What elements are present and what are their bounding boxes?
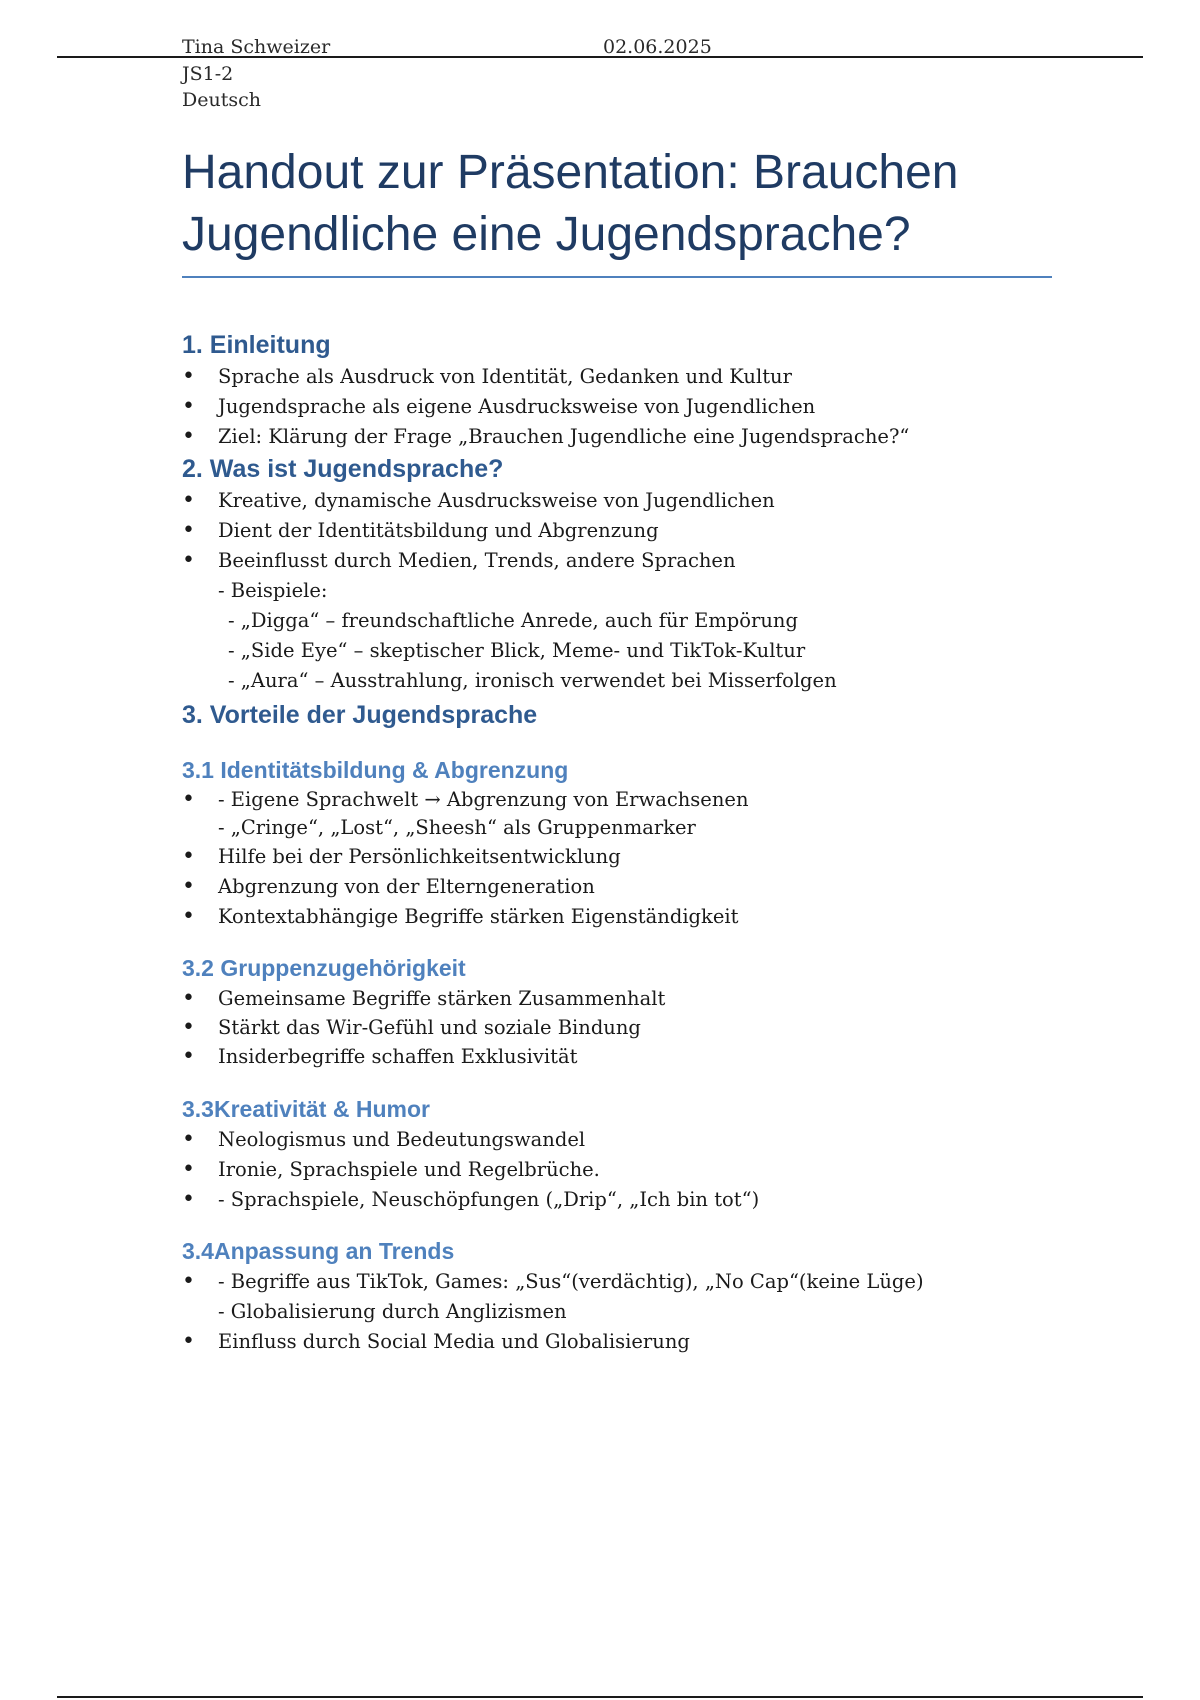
example-item: - „Digga“ – freundschaftliche Anrede, auch für Empörung — [228, 609, 798, 632]
example-item: - „Aura“ – Ausstrahlung, ironisch verwendet bei Misserfolgen — [228, 669, 837, 692]
list-item — [182, 1267, 1052, 1327]
list-item: • Einfluss durch Social Media und Globalisierung — [182, 1327, 1052, 1357]
list-item: • Hilfe bei der Persönlichkeitsentwicklung — [182, 842, 1052, 872]
footer-rule — [57, 1696, 1143, 1698]
list-item: • Beeinflusst durch Medien, Trends, andere Sprachen — [182, 546, 1052, 576]
list-item — [182, 786, 1052, 842]
list-item: • Dient der Identitätsbildung und Abgrenzung — [182, 516, 1052, 546]
list-item: • Stärkt das Wir-Gefühl und soziale Bindung — [182, 1013, 1052, 1042]
identity-list — [182, 786, 1052, 932]
list-item-line: • - Begriffe aus TikTok, Games: „Sus“(verdächtig), „No Cap“(keine Lüge) — [218, 1270, 924, 1293]
section-heading-introduction: 1. Einleitung — [182, 331, 331, 359]
list-item: • Gemeinsame Begriffe stärken Zusammenhalt — [182, 984, 1052, 1013]
example-item: - „Side Eye“ – skeptischer Blick, Meme- und TikTok-Kultur — [228, 639, 806, 662]
subsection-heading-trends: 3.4Anpassung an Trends — [182, 1238, 455, 1264]
subject-label: Deutsch — [182, 89, 261, 111]
document-title: Handout zur Präsentation: Brauchen Jugendliche eine Jugendsprache? — [182, 142, 1052, 278]
group-list — [182, 984, 1052, 1071]
list-item: • Kontextabhängige Begriffe stärken Eigenständigkeit — [182, 902, 1052, 932]
list-item: • Ziel: Klärung der Frage „Brauchen Jugendliche eine Jugendsprache?“ — [182, 422, 1052, 452]
trends-list — [182, 1267, 1052, 1357]
list-item-line: - „Cringe“, „Lost“, „Sheesh“ als Gruppenmarker — [218, 816, 696, 839]
section-heading-advantages: 3. Vorteile der Jugendsprache — [182, 701, 538, 729]
list-item: • Neologismus und Bedeutungswandel — [182, 1125, 1052, 1155]
creativity-list — [182, 1125, 1052, 1215]
definition-list — [182, 486, 1052, 576]
handout-body — [182, 142, 1052, 1357]
list-item: • Sprache als Ausdruck von Identität, Gedanken und Kultur — [182, 362, 1052, 392]
introduction-list — [182, 362, 1052, 452]
list-item: • Abgrenzung von der Elterngeneration — [182, 872, 1052, 902]
list-item-line: - Globalisierung durch Anglizismen — [218, 1300, 567, 1323]
subsection-heading-identity: 3.1 Identitätsbildung & Abgrenzung — [182, 757, 569, 783]
section-heading-definition: 2. Was ist Jugendsprache? — [182, 455, 504, 483]
document-date: 02.06.2025 — [603, 36, 712, 58]
list-item: • Jugendsprache als eigene Ausdrucksweise von Jugendlichen — [182, 392, 1052, 422]
subsection-heading-group: 3.2 Gruppenzugehörigkeit — [182, 955, 466, 981]
class-label: JS1-2 — [182, 63, 234, 85]
list-item-line: • - Eigene Sprachwelt → Abgrenzung von Erwachsenen — [218, 788, 749, 811]
list-item: • Ironie, Sprachspiele und Regelbrüche. — [182, 1155, 1052, 1185]
list-item: • Kreative, dynamische Ausdrucksweise von Jugendlichen — [182, 486, 1052, 516]
examples-label: - Beispiele: — [218, 579, 328, 602]
list-item: • Insiderbegriffe schaffen Exklusivität — [182, 1042, 1052, 1071]
list-item: • - Sprachspiele, Neuschöpfungen („Drip“, „Ich bin tot“) — [182, 1185, 1052, 1215]
subsection-heading-creativity: 3.3Kreativität & Humor — [182, 1096, 430, 1122]
author-name: Tina Schweizer — [182, 36, 331, 58]
